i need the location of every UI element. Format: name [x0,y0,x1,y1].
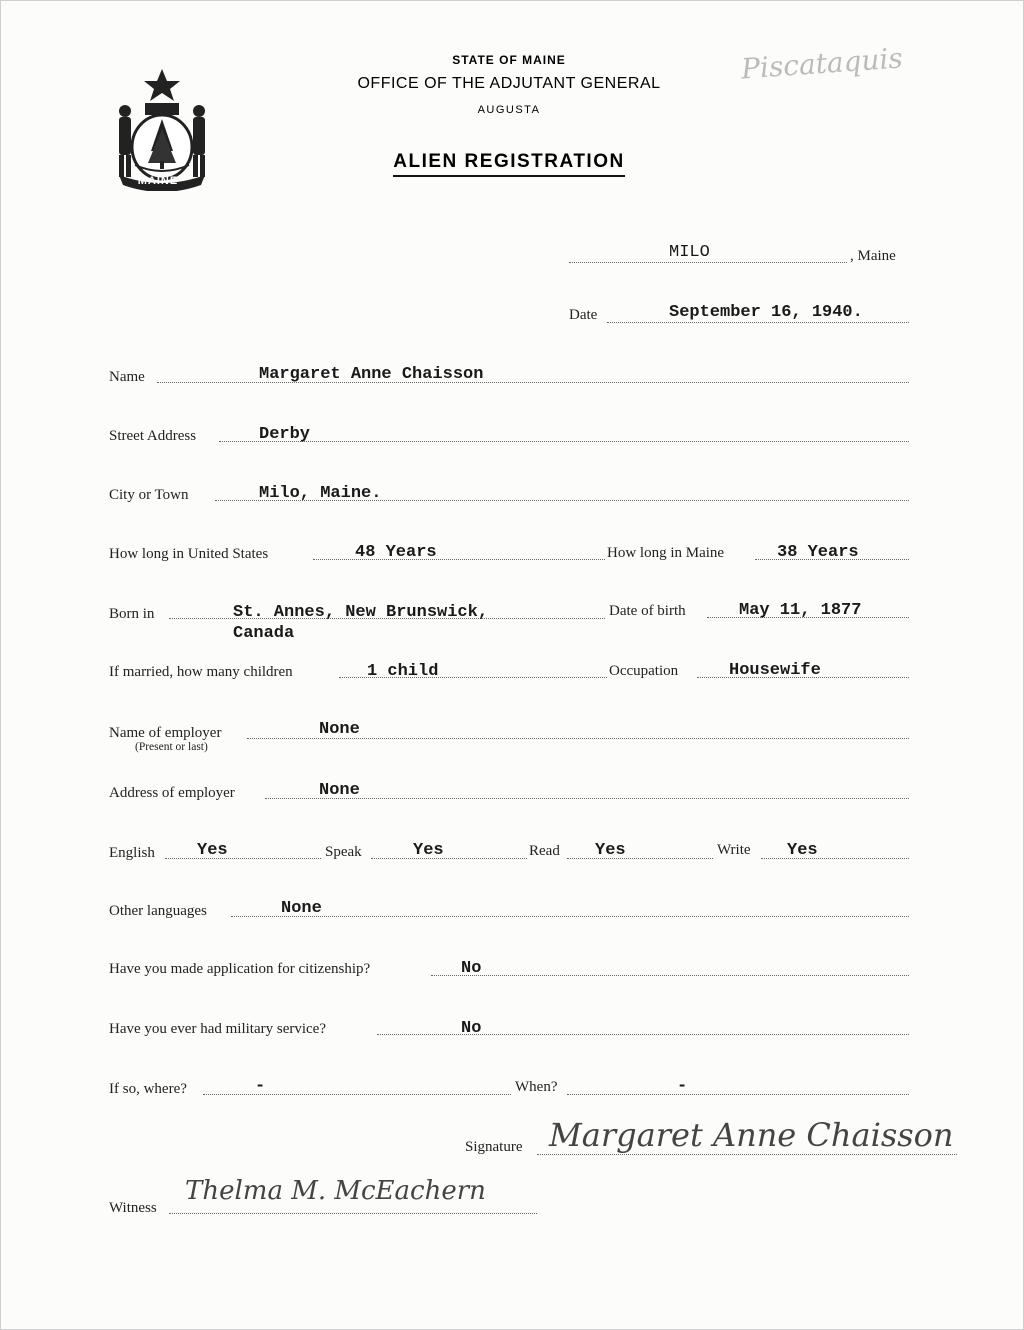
military-value: No [461,1019,482,1038]
born-label: Born in [109,606,155,622]
other-languages-label: Other languages [109,903,207,919]
city-heading: AUGUSTA [477,104,541,116]
citizenship-line [431,975,909,976]
write-label: Write [717,842,751,858]
children-label: If married, how many children [109,664,293,680]
town-value: MILO [669,243,710,262]
military-label: Have you ever had military service? [109,1021,326,1037]
signature-label: Signature [465,1139,523,1155]
military-line [377,1034,909,1035]
speak-label: Speak [325,844,362,860]
witness-label: Witness [109,1200,157,1216]
name-label: Name [109,369,145,385]
street-label: Street Address [109,428,197,444]
born-value-line1: St. Annes, New Brunswick, [233,603,489,622]
city-value: Milo, Maine. [259,484,382,503]
date-value: September 16, 1940. [669,303,863,322]
when-line [567,1094,909,1095]
form-title-wrapper [1,151,1017,173]
employer-label: Name of employer [109,725,222,741]
us-duration-label: How long in United States [109,546,269,562]
when-label: When? [515,1079,558,1095]
where-label: If so, where? [109,1081,187,1097]
town-suffix: , Maine [850,248,896,264]
other-languages-value: None [281,899,322,918]
signature-value: Margaret Anne Chaisson [549,1116,954,1154]
state-heading: STATE OF MAINE [452,53,566,67]
write-line [761,858,909,859]
employer-sublabel: (Present or last) [135,741,208,753]
signature-line [537,1154,957,1155]
form-title: ALIEN REGISTRATION [393,151,624,177]
children-value: 1 child [367,662,439,681]
born-value-line2: Canada [233,624,295,643]
other-languages-line [231,916,909,917]
town-line [569,262,847,263]
maine-duration-label: How long in Maine [607,545,725,561]
speak-line [371,858,527,859]
english-label: English [109,845,155,861]
street-line [219,441,909,442]
witness-value: Thelma M. McEachern [185,1176,486,1206]
read-label: Read [529,843,560,859]
date-label: Date [569,307,598,323]
county-annotation: Piscataquis [740,41,904,86]
occupation-label: Occupation [609,663,679,679]
employer-value: None [319,720,360,739]
name-value: Margaret Anne Chaisson [259,365,484,384]
city-label: City or Town [109,487,189,503]
witness-line [169,1213,537,1214]
speak-value: Yes [413,841,444,860]
where-value: - [255,1077,266,1096]
us-duration-value: 48 Years [355,543,437,562]
employer-address-line [265,798,909,799]
office-heading: OFFICE OF THE ADJUTANT GENERAL [357,75,661,92]
english-line [165,858,321,859]
employer-address-label: Address of employer [109,785,235,801]
read-value: Yes [595,841,626,860]
write-value: Yes [787,841,818,860]
employer-address-value: None [319,781,360,800]
citizenship-value: No [461,959,482,978]
street-value: Derby [259,425,311,444]
english-value: Yes [197,841,228,860]
when-value: - [677,1077,688,1096]
where-line [203,1094,511,1095]
seal-banner-text: MAINE [137,175,179,187]
occupation-value: Housewife [729,661,821,680]
dob-value: May 11, 1877 [739,601,862,620]
dob-label: Date of birth [609,603,686,619]
citizenship-label: Have you made application for citizenship? [109,961,371,977]
read-line [567,858,713,859]
date-line [607,322,909,323]
maine-duration-value: 38 Years [777,543,859,562]
